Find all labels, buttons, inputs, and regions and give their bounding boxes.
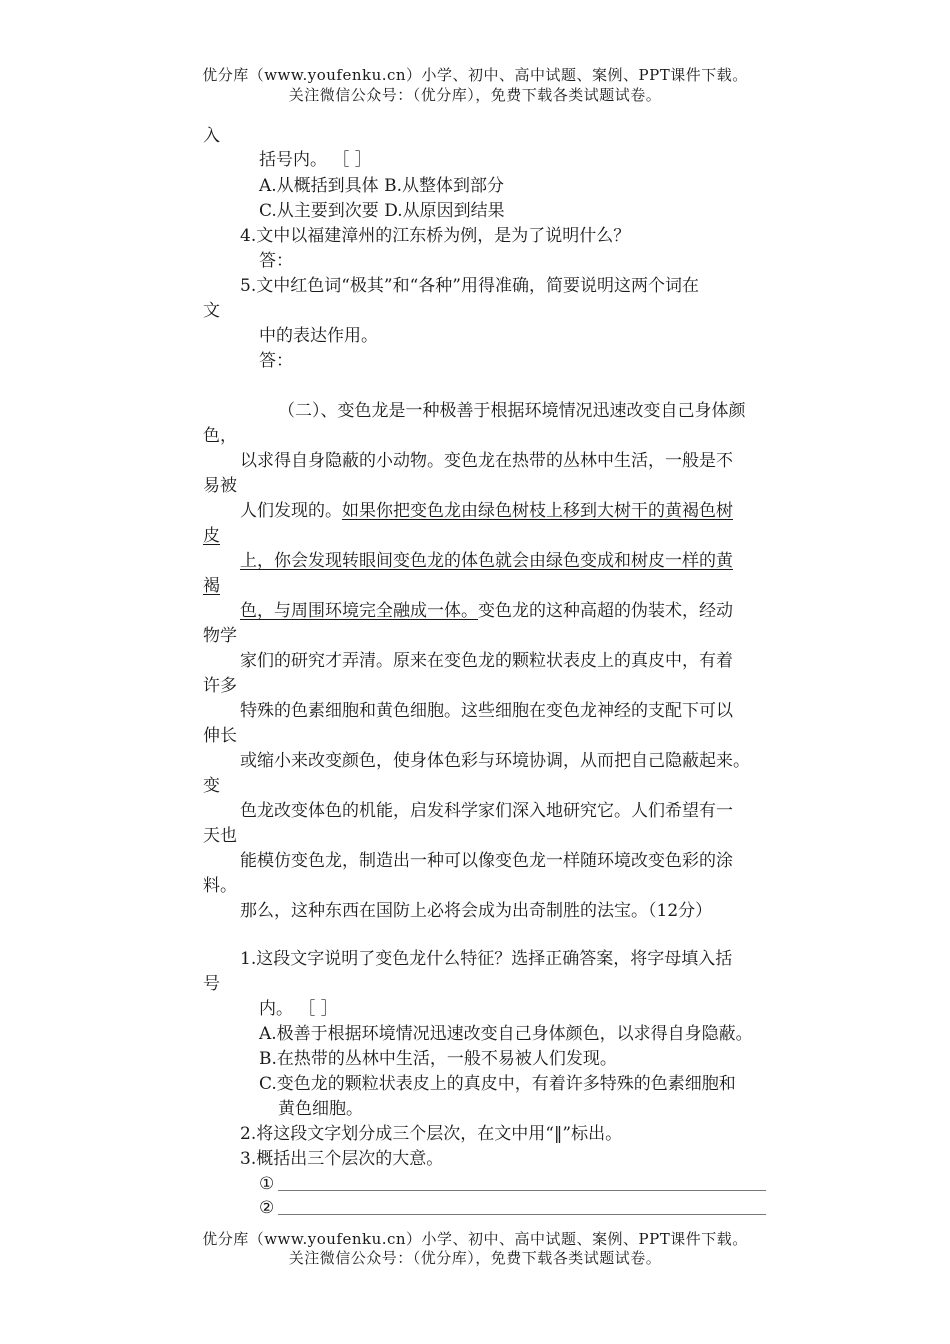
question-1-bracket: 内。 ［ ］ [259,999,338,1019]
passage-line [240,600,733,622]
wrap-text: 伸长 [203,726,237,746]
passage-line: 或缩小来改变颜色，使身体色彩与环境协调，从而把自己隐蔽起来。 [240,751,750,771]
wrap-text: 许多 [203,676,237,696]
passage-line: 以求得自身隐蔽的小动物。变色龙在热带的丛林中生活，一般是不 [240,451,733,471]
wrap-text: 物学 [203,626,237,646]
underlined-sentence: 色，与周围环境完全融成一体。 [240,601,478,621]
page-header-line-2: 关注微信公众号：（优分库），免费下载各类试题试卷。 [288,86,662,104]
passage-line: （二）、变色龙是一种极善于根据环境情况迅速改变自己身体颜 [278,401,746,421]
question-2: 2.将这段文字划分成三个层次，在文中用“‖”标出。 [240,1124,623,1144]
question-5-cont: 中的表达作用。 [259,326,378,346]
underlined-sentence: 上，你会发现转眼间变色龙的体色就会由绿色变成和树皮一样的黄 [240,551,733,571]
option-c-d: C.从主要到次要 D.从原因到结果 [259,201,505,221]
page-footer-line-1: 优分库（www.youfenku.cn）小学、初中、高中试题、案例、PPT课件下载。 [202,1230,748,1248]
underlined-sentence: 如果你把变色龙由绿色树枝上移到大树干的黄褐色树 [342,501,733,521]
question-5-answer: 答： [259,351,293,371]
option-a: A.极善于根据环境情况迅速改变自己身体颜色，以求得自身隐蔽。 [259,1024,753,1044]
answer-line-2[interactable] [278,1214,766,1215]
question-3-bracket: 括号内。 ［ ］ [259,150,372,170]
passage-line: 能模仿变色龙，制造出一种可以像变色龙一样随环境改变色彩的涂 [240,851,733,871]
option-b: B.在热带的丛林中生活，一般不易被人们发现。 [259,1049,617,1069]
question-1: 1.这段文字说明了变色龙什么特征？选择正确答案，将字母填入括 [240,949,733,969]
wrap-text: 号 [203,974,220,994]
question-3: 3.概括出三个层次的大意。 [240,1149,444,1169]
option-c: C.变色龙的颗粒状表皮上的真皮中，有着许多特殊的色素细胞和 [259,1074,736,1094]
wrap-text: 皮 [203,526,220,546]
question-4: 4.文中以福建漳州的江东桥为例，是为了说明什么？ [240,226,631,246]
passage-text: 人们发现的。 [240,501,342,521]
wrap-text: 褐 [203,576,220,596]
passage-text: 变色龙的这种高超的伪装术，经动 [478,601,733,621]
passage-line: 特殊的色素细胞和黄色细胞。这些细胞在变色龙神经的支配下可以 [240,701,733,721]
question-4-answer: 答： [259,251,293,271]
passage-line: 色龙改变体色的机能，启发科学家们深入地研究它。人们希望有一 [240,801,733,821]
wrap-text: 天也 [203,826,237,846]
page-footer-line-2: 关注微信公众号：（优分库），免费下载各类试题试卷。 [288,1249,662,1267]
wrap-text: 色， [203,426,237,446]
passage-line: 家们的研究才弄清。原来在变色龙的颗粒状表皮上的真皮中，有着 [240,651,733,671]
page-header-line-1: 优分库（www.youfenku.cn）小学、初中、高中试题、案例、PPT课件下载。 [202,66,748,84]
answer-marker-2: ② [259,1198,275,1218]
option-c-cont: 黄色细胞。 [278,1099,363,1119]
wrap-text: 文 [203,301,220,321]
passage-line: 那么，这种东西在国防上必将会成为出奇制胜的法宝。（12分） [240,901,713,921]
wrap-text: 料。 [203,876,237,896]
answer-marker-1: ① [259,1174,275,1194]
question-5: 5.文中红色词“极其”和“各种”用得准确，简要说明这两个词在 [240,276,699,296]
wrap-text: 易被 [203,476,237,496]
option-a-b: A.从概括到具体 B.从整体到部分 [259,176,504,196]
wrap-text: 入 [203,126,220,146]
wrap-text: 变 [203,776,220,796]
passage-line [240,500,733,522]
answer-line-1[interactable] [278,1190,766,1191]
